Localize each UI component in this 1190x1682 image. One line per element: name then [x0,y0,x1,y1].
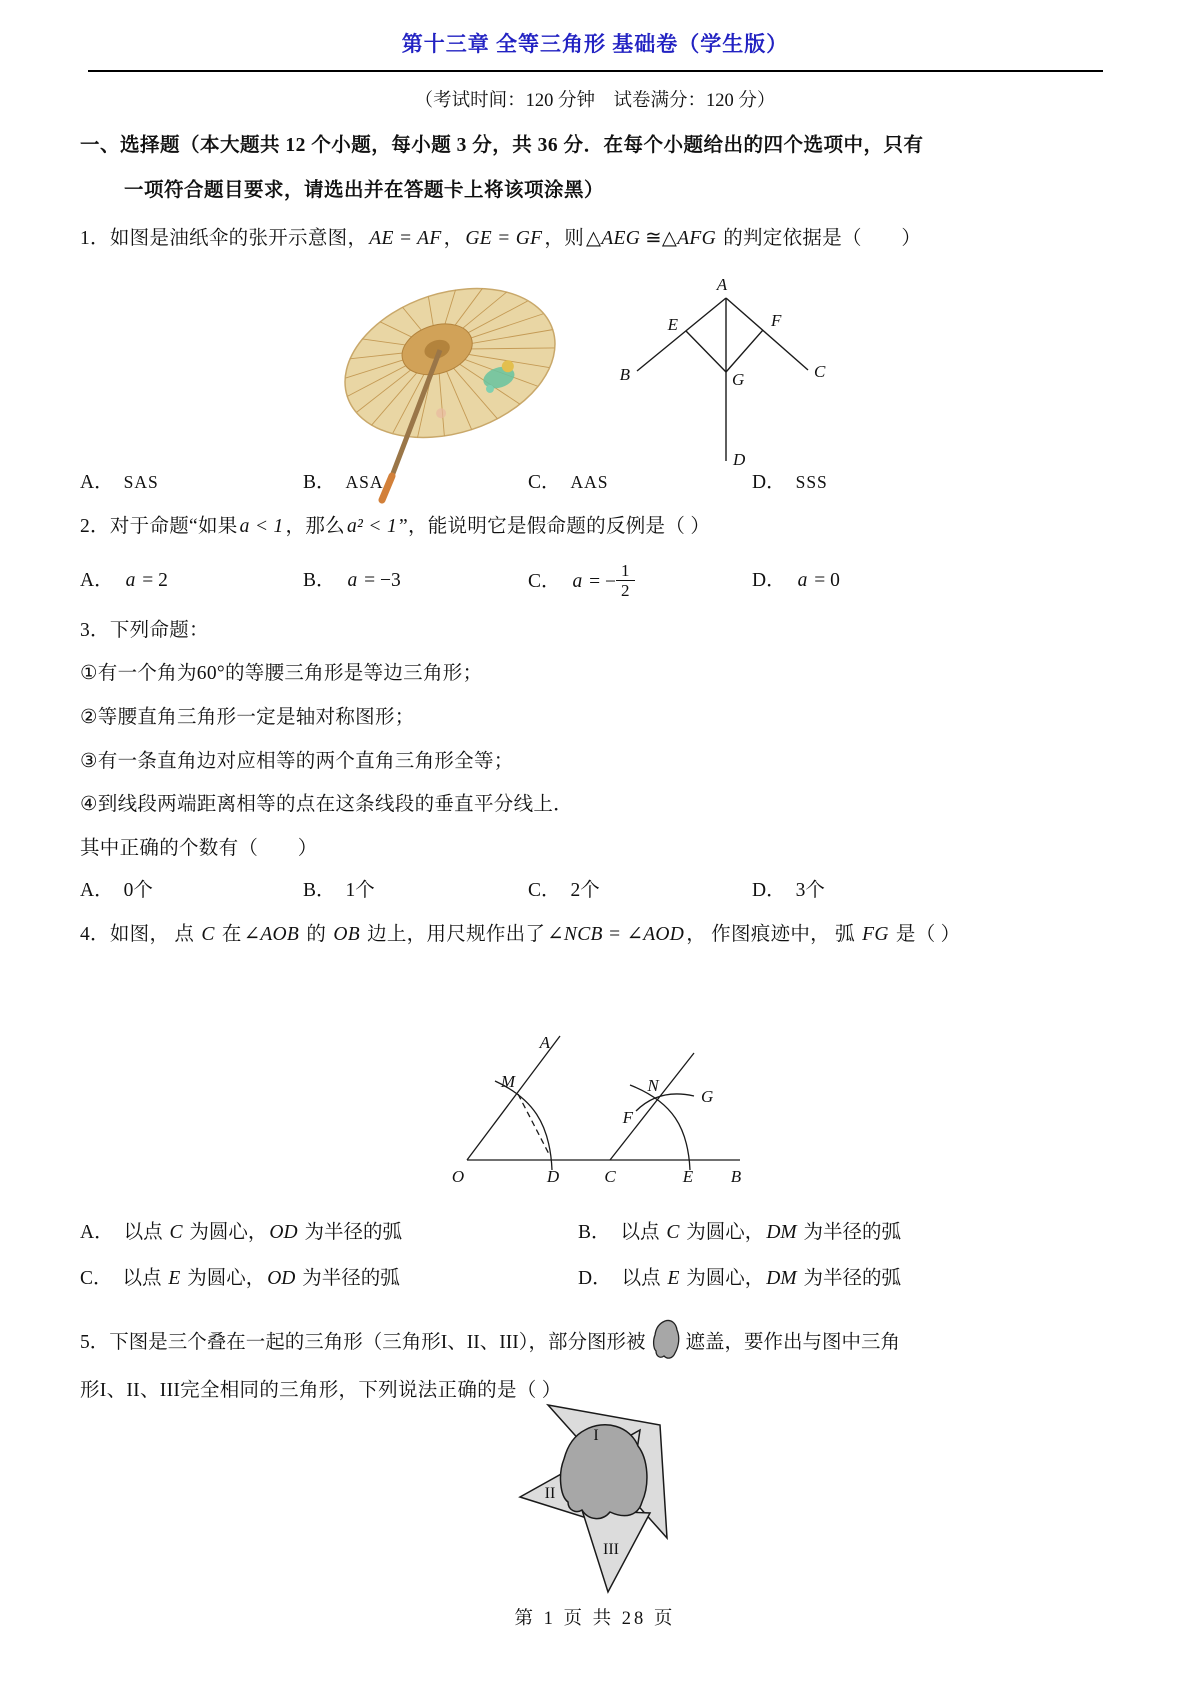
question-2-options [0,550,1190,606]
kite-label-d: D [733,450,746,469]
section-heading-line1: 一、选择题（本大题共 12 个小题，每小题 3 分，共 36 分．在每个小题给出的四个选项中，只有 [80,135,924,156]
q2-option-b: B． a = −3 [303,570,401,591]
q3-option-b: B． 1个 [303,880,375,901]
construction-label-n: N [647,1076,659,1095]
kite-label-g: G [732,370,745,389]
ray-cn [610,1053,694,1160]
q3-option-a: A． 0个 [80,880,153,901]
construction-label-g: G [701,1087,714,1106]
dashed-chord-md [518,1094,550,1156]
cover-blob [561,1425,647,1519]
title-divider [88,70,1103,72]
kite-label-e: E [667,315,678,334]
kite-lines [637,298,808,461]
question-2-text: 2．对于命题“如果 a < 1 ，那么 a² < 1 ”，能说明它是假命题的反例是（ ） [80,516,711,537]
q5-triangles-figure [478,1402,710,1602]
q1-option-a: A． SAS [80,472,159,493]
construction-label-d: D [546,1167,560,1186]
kite-label-b: B [619,365,630,384]
q1-option-d: D． SSS [752,472,828,493]
exam-info: （考试时间：120 分钟 试卷满分：120 分） [414,91,776,111]
arc-centered-o [495,1081,552,1170]
question-4-options-row1 [0,1216,1190,1250]
construction-label-c: C [604,1167,616,1186]
section-heading-line2: 一项符合题目要求，请选出并在答题卡上将该项涂黑） [124,180,605,201]
q3-statement-2: ②等腰直角三角形一定是轴对称图形； [80,707,415,728]
kite-label-c: C [814,362,826,381]
q3-statement-4: ④到线段两端距离相等的点在这条线段的垂直平分线上． [80,794,573,815]
triangle-label-1: I [593,1427,599,1444]
arc-fg [636,1094,694,1111]
page-footer: 第 1 页 共 28 页 [514,1609,676,1629]
q1-option-c: C． AAS [528,472,609,493]
question-4-text: 4．如图， 点 C 在 ∠AOB 的 OB 边上，用尺规作出了 ∠NCB = ∠AOD ， 作图痕迹中， 弧 FG 是（ ） [80,924,961,945]
q3-prompt: 其中正确的个数有（ ） [80,838,318,859]
question-4-options-row2 [0,1262,1190,1296]
construction-label-f: F [622,1108,633,1127]
construction-label-e: E [682,1167,694,1186]
construction-label-b: B [730,1167,742,1186]
kite-label-f: F [771,311,782,330]
question-1-options [0,466,1190,500]
q2-option-c-fraction: $\frac{1}{2}$ [616,562,635,600]
ray-oa [467,1036,560,1160]
question-3-options [0,874,1190,908]
construction-label-o: O [451,1167,465,1186]
question-3-text: 3．下列命题： [80,620,209,641]
q4-option-b: B． 以点 C 为圆心， DM 为半径的弧 [578,1222,902,1243]
q3-statement-3: ③有一条直角边对应相等的两个直角三角形全等； [80,751,514,772]
triangle-label-2: II [544,1485,556,1502]
q4-construction-figure [420,1003,760,1195]
kite-label-a: A [716,275,728,294]
q1-option-b: B． ASA [303,472,384,493]
question-5-text-line2: 形I、II、III完全相同的三角形，下列说法正确的是（ ） [80,1380,562,1401]
q2-option-c: C． a = − $\frac{1}{2}$ [528,564,635,602]
q4-option-a: A． 以点 C 为圆心， OD 为半径的弧 [80,1222,402,1243]
question-5-text-line1: 5．下图是三个叠在一起的三角形（三角形I、II、III），部分图形被 遮盖，要作出与图中三角 [80,1316,900,1364]
q2-option-d: D． a = 0 [752,570,840,591]
q3-option-d: D． 3个 [752,880,825,901]
q2-option-a: A． a = 2 [80,570,168,591]
arc-centered-c [630,1085,690,1170]
q4-option-d: D． 以点 E 为圆心， DM 为半径的弧 [578,1268,902,1289]
umbrella-canopy [330,263,570,463]
construction-label-a: A [539,1033,550,1052]
q3-option-c: C． 2个 [528,880,600,901]
q3-statement-1: ①有一个角为60°的等腰三角形是等边三角形； [80,663,483,684]
q4-option-c: C． 以点 E 为圆心， OD 为半径的弧 [80,1268,400,1289]
q1-kite-figure [588,254,838,486]
triangle-label-3: III [603,1541,619,1558]
inline-cover-blob [649,1318,681,1362]
construction-label-m: M [500,1072,515,1091]
page-title: 第十三章 全等三角形 基础卷（学生版） [401,32,789,56]
question-1-text: 1．如图是油纸伞的张开示意图， AE = AF ， GE = GF ，则 △AEG ≅△AFG 的判定依据是（ ） [80,228,922,249]
